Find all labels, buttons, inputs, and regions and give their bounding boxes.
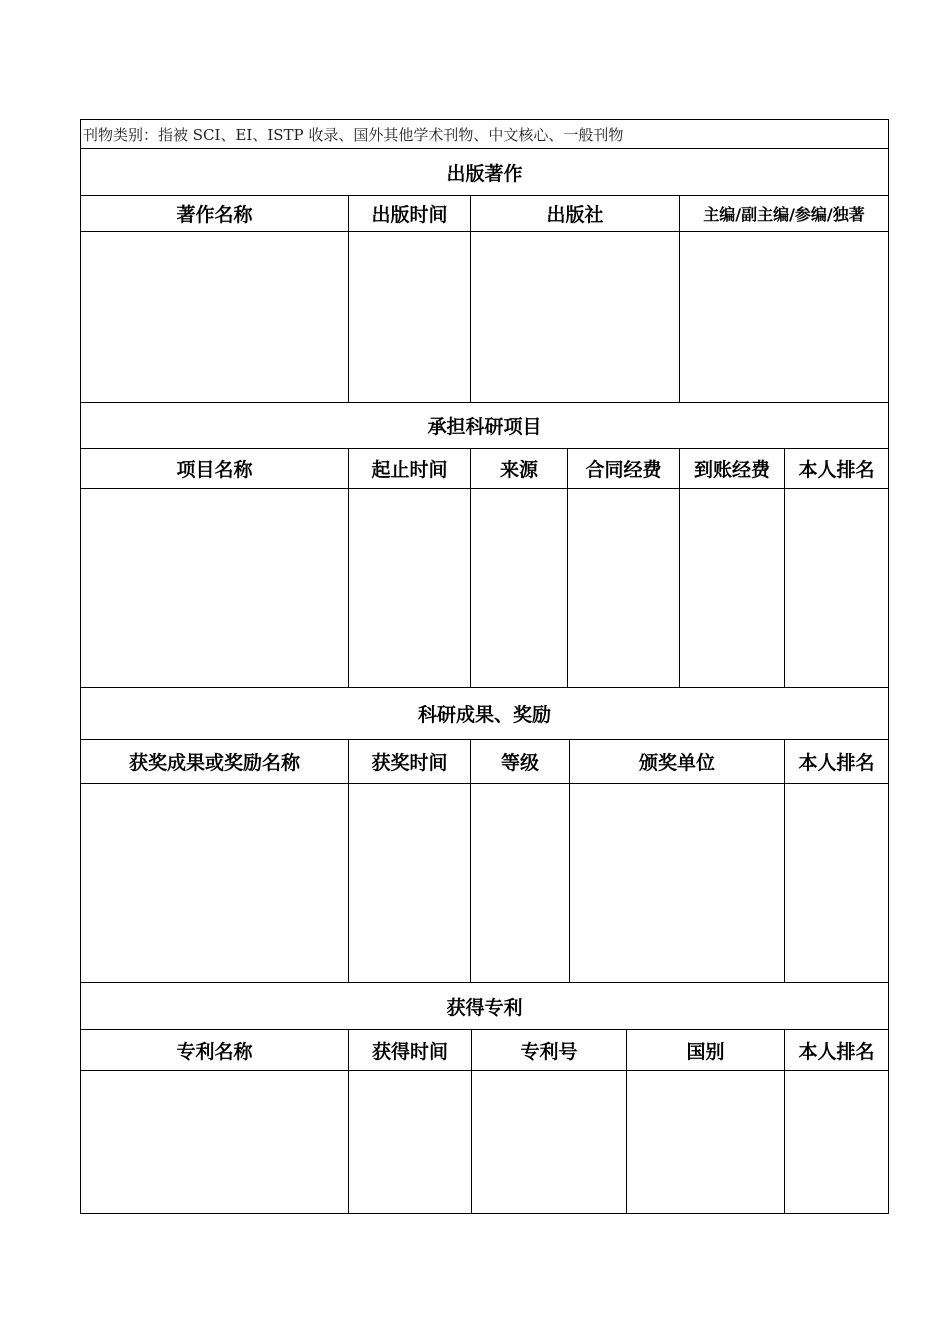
- header-project-name: 项目名称: [81, 449, 349, 488]
- patent-number-cell[interactable]: [472, 1071, 627, 1213]
- awards-entry-row: [81, 784, 888, 983]
- projects-entry-row: [81, 489, 888, 688]
- header-publisher: 出版社: [471, 196, 680, 231]
- header-editor-role: 主编/副主编/参编/独著: [703, 205, 865, 224]
- awards-section-title-row: [81, 688, 888, 740]
- award-rank-cell[interactable]: [785, 784, 888, 982]
- header-award-name: 获奖成果或奖励名称: [81, 740, 349, 783]
- award-issuer-cell[interactable]: [570, 784, 785, 982]
- projects-section-title: 承担科研项目: [427, 416, 542, 438]
- contract-funds-cell[interactable]: [568, 489, 680, 687]
- award-name-cell[interactable]: [81, 784, 349, 982]
- projects-section-title-row: [81, 403, 888, 449]
- publisher-cell[interactable]: [471, 232, 680, 402]
- awards-header-row: [81, 740, 888, 784]
- patents-section-title: 获得专利: [446, 996, 523, 1019]
- header-patent-number: 专利号: [472, 1030, 627, 1070]
- publish-date-cell[interactable]: [349, 232, 471, 402]
- patent-rank-cell[interactable]: [785, 1071, 888, 1213]
- header-patent-date: 获得时间: [349, 1030, 472, 1070]
- header-book-name: 著作名称: [81, 196, 349, 231]
- header-award-issuer: 颁奖单位: [570, 740, 785, 783]
- header-award-date: 获奖时间: [349, 740, 471, 783]
- award-level-cell[interactable]: [471, 784, 570, 982]
- header-award-rank: 本人排名: [798, 752, 875, 774]
- header-contract-funds: 合同经费: [568, 449, 680, 488]
- books-section-title-row: [81, 149, 888, 196]
- header-patent-country: 国别: [627, 1030, 785, 1070]
- patents-section-title-row: [81, 983, 888, 1030]
- awards-section-title: 科研成果、奖励: [417, 704, 551, 726]
- projects-header-row: [81, 449, 888, 489]
- books-entry-row: [81, 232, 888, 403]
- patents-entry-row: [81, 1071, 888, 1213]
- received-funds-cell[interactable]: [680, 489, 785, 687]
- header-project-period: 起止时间: [349, 449, 471, 488]
- books-header-row: [81, 196, 888, 232]
- patent-country-cell[interactable]: [627, 1071, 785, 1213]
- header-project-rank: 本人排名: [798, 459, 875, 481]
- project-period-cell[interactable]: [349, 489, 471, 687]
- project-name-cell[interactable]: [81, 489, 349, 687]
- journal-category-note: 刊物类别：指被 SCI、EI、ISTP 收录、国外其他学术刊物、中文核心、一般刊物: [83, 125, 624, 144]
- patent-name-cell[interactable]: [81, 1071, 349, 1213]
- header-award-level: 等级: [471, 740, 570, 783]
- patent-date-cell[interactable]: [349, 1071, 472, 1213]
- form-table: [80, 119, 889, 1214]
- header-patent-rank: 本人排名: [798, 1040, 875, 1063]
- header-project-source: 来源: [471, 449, 568, 488]
- project-rank-cell[interactable]: [785, 489, 888, 687]
- project-source-cell[interactable]: [471, 489, 568, 687]
- award-date-cell[interactable]: [349, 784, 471, 982]
- header-publish-date: 出版时间: [349, 196, 471, 231]
- patents-header-row: [81, 1030, 888, 1071]
- book-name-cell[interactable]: [81, 232, 349, 402]
- header-patent-name: 专利名称: [81, 1030, 349, 1070]
- journal-category-note-row: [81, 120, 888, 149]
- books-section-title: 出版著作: [446, 162, 523, 185]
- header-received-funds: 到账经费: [680, 449, 785, 488]
- editor-role-cell[interactable]: [680, 232, 888, 402]
